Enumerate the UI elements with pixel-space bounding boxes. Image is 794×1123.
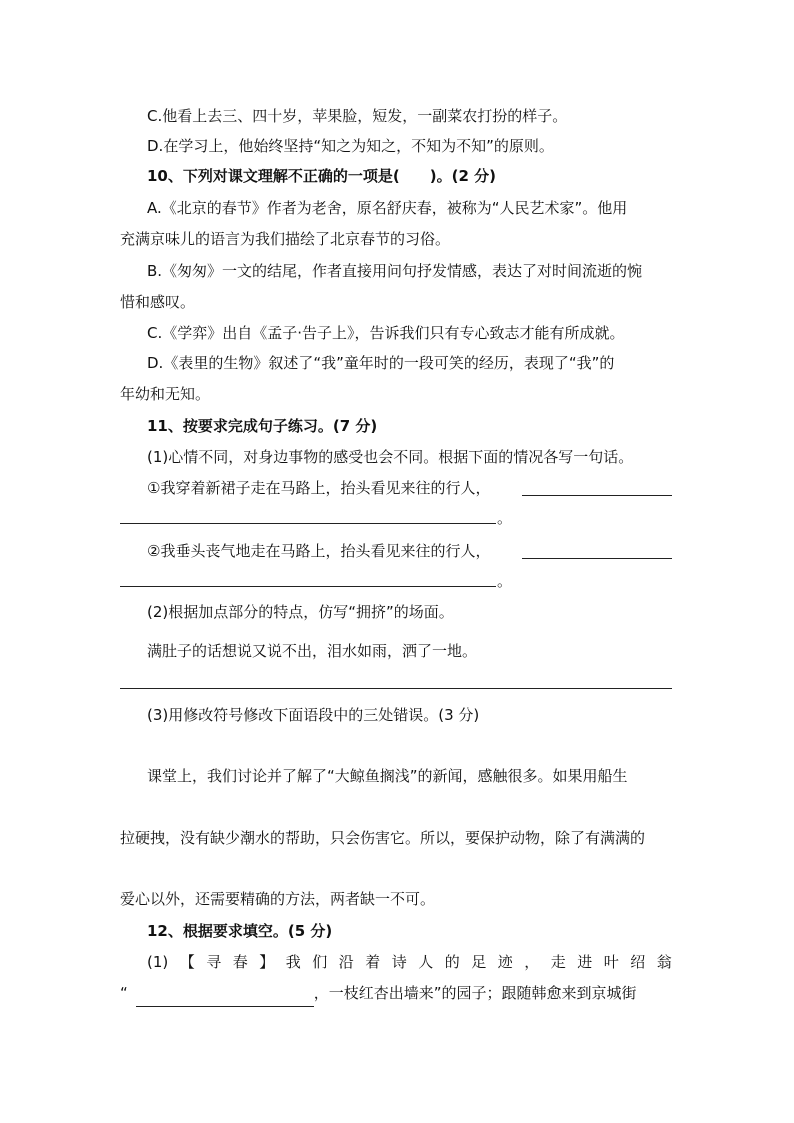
justified-char: 叶: [603, 953, 619, 971]
justified-char: 的: [444, 953, 460, 971]
justified-char: 沿: [338, 953, 354, 971]
q10-option-b-line2: 惜和感叹。: [120, 293, 196, 311]
q9-option-d: D.在学习上，他始终坚持“知之为知之，不知为不知”的原则。: [147, 137, 554, 155]
q11-part3-passage-line3: 爱心以外，还需要精确的方法，两者缺一不可。: [120, 890, 436, 908]
q11-part2-example: 满肚子的话想说又说不出，泪水如雨，洒了一地。: [147, 642, 478, 660]
q10-option-c: C.《学弈》出自《孟子·告子上》，告诉我们只有专心致志才能有所成就。: [147, 324, 625, 342]
q11-part3-intro: (3)用修改符号修改下面语段中的三处错误。(3 分): [147, 706, 480, 724]
q11-part1-intro: (1)心情不同，对身边事物的感受也会不同。根据下面的情况各写一句话。: [147, 448, 634, 466]
justified-char: 人: [418, 953, 434, 971]
q11-part1-prompt-b: ②我垂头丧气地走在马路上，抬头看见来往的行人，: [147, 542, 491, 560]
q12-part1-line2: [120, 983, 637, 1007]
q11-stem: 11、按要求完成句子练习。(7 分): [147, 417, 378, 435]
q10-stem: 10、下列对课文理解不正确的一项是( )。(2 分): [147, 167, 496, 185]
fill-blank-1[interactable]: [136, 986, 314, 1007]
justified-char: (1): [147, 953, 169, 971]
answer-line-2[interactable]: [120, 688, 672, 689]
q10-option-a-line1: A.《北京的春节》作者为老舍，原名舒庆春，被称为“人民艺术家”。他用: [147, 199, 628, 217]
q11-part3-passage-line1: 课堂上，我们讨论并了解了“大鲸鱼搁浅”的新闻，感触很多。如果用船生: [147, 767, 628, 785]
justified-char: 我: [285, 953, 301, 971]
q12-part1-line2-text: ，一枝红杏出墙来”的园子；跟随韩愈来到京城街: [313, 984, 637, 1002]
answer-line-1a[interactable]: [522, 495, 672, 496]
justified-char: 【: [179, 953, 195, 971]
justified-char: 春: [232, 953, 248, 971]
justified-char: 翁: [656, 953, 672, 971]
answer-line-1b-cont[interactable]: [120, 586, 496, 587]
justified-char: 们: [312, 953, 328, 971]
q12-part1-line1: [147, 952, 672, 972]
q11-part3-passage-line2: 拉硬拽，没有缺少潮水的帮助，只会伤害它。所以，要保护动物，除了有满满的: [120, 829, 646, 847]
justified-char: ，: [524, 953, 540, 971]
justified-char: 足: [471, 953, 487, 971]
open-quote: “: [120, 984, 128, 1002]
justified-char: 诗: [391, 953, 407, 971]
justified-char: 迹: [497, 953, 513, 971]
justified-char: 】: [259, 953, 275, 971]
period-mark: 。: [497, 509, 513, 527]
q11-part2-intro: (2)根据加点部分的特点，仿写“拥挤”的场面。: [147, 603, 454, 621]
q10-option-b-line1: B.《匆匆》一文的结尾，作者直接用问句抒发情感，表达了对时间流逝的惋: [147, 262, 643, 280]
justified-char: 着: [365, 953, 381, 971]
answer-line-1b[interactable]: [522, 558, 672, 559]
justified-char: 走: [550, 953, 566, 971]
answer-line-1a-cont[interactable]: [120, 523, 496, 524]
period-mark: 。: [497, 572, 513, 590]
justified-char: 寻: [206, 953, 222, 971]
justified-char: 进: [577, 953, 593, 971]
q10-option-d-line1: D.《表里的生物》叙述了“我”童年时的一段可笑的经历，表现了“我”的: [147, 354, 615, 372]
justified-char: 绍: [630, 953, 646, 971]
q11-part1-prompt-a: ①我穿着新裙子走在马路上，抬头看见来往的行人，: [147, 479, 491, 497]
q12-stem: 12、根据要求填空。(5 分): [147, 922, 333, 940]
q10-option-a-line2: 充满京味儿的语言为我们描绘了北京春节的习俗。: [120, 230, 451, 248]
q10-option-d-line2: 年幼和无知。: [120, 385, 211, 403]
q9-option-c: C.他看上去三、四十岁，苹果脸，短发，一副菜农打扮的样子。: [147, 107, 568, 125]
